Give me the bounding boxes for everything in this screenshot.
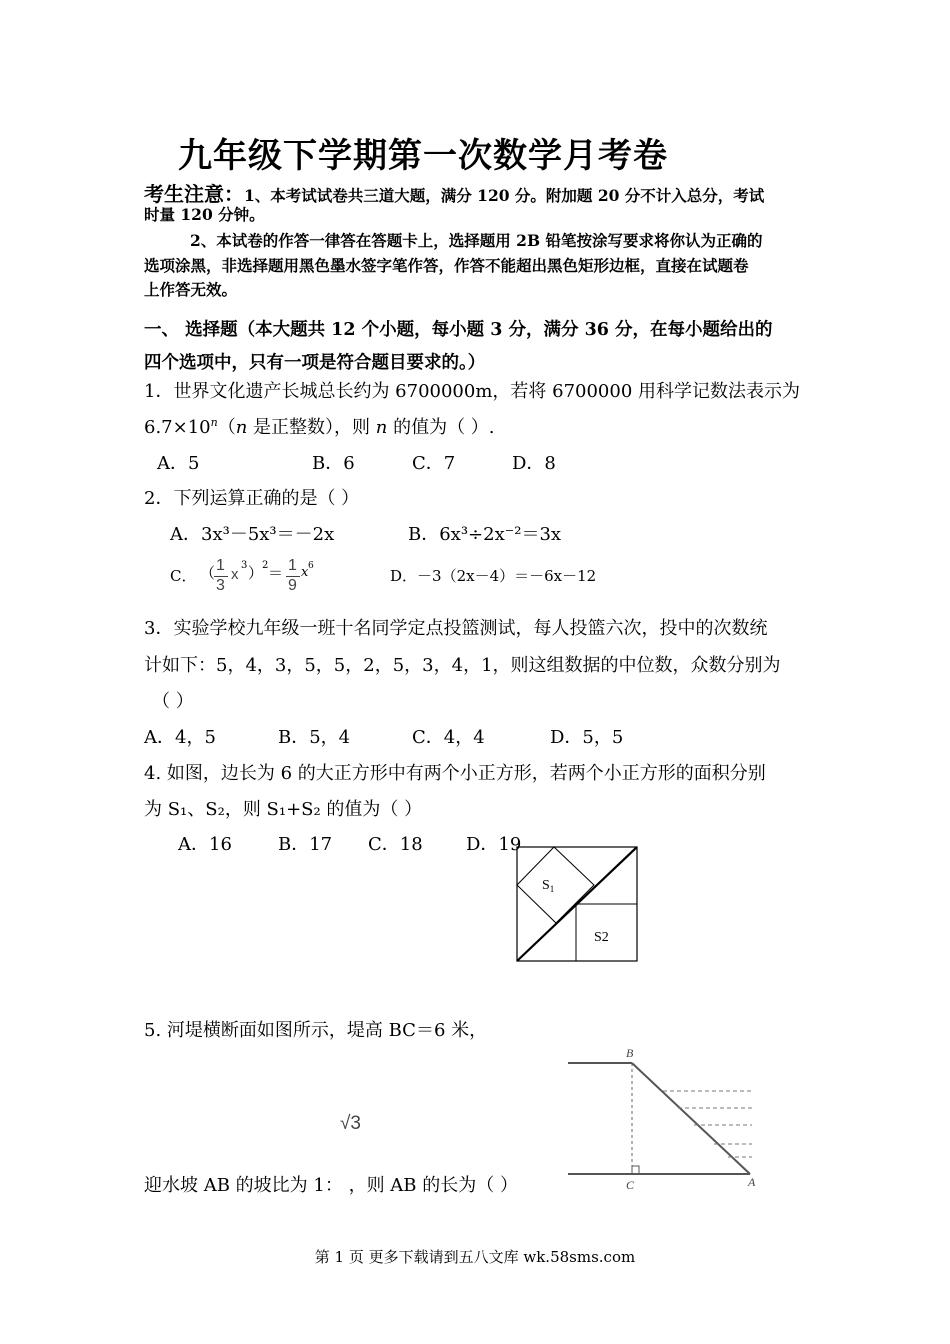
q1-option-b[interactable]: B．6 <box>312 453 355 474</box>
q1-stem-line-2 <box>144 413 495 439</box>
q2-c-numerator: 1 <box>216 557 225 574</box>
q1-stem-line-1: 1．世界文化遗产长城总长约为 6700000m，若将 6700000 用科学记数法表示为 <box>144 381 801 402</box>
section-1-subheading: 四个选项中，只有一项是符合题目要求的。） <box>144 353 486 373</box>
q3-option-d[interactable]: D．5，5 <box>550 727 624 748</box>
q3-option-a[interactable]: A．4，5 <box>144 727 216 748</box>
q1-n-2: n <box>375 417 388 438</box>
q5-label-c: C <box>626 1178 635 1192</box>
q2-c-numerator-2: 1 <box>288 557 297 574</box>
q2-c-square: 2 <box>262 560 269 571</box>
q5-stem-line-1: 5. 河堤横断面如图所示，堤高 BC＝6 米， <box>144 1020 488 1041</box>
q5-label-a: A <box>748 1175 756 1189</box>
q2-c-close-paren: ） <box>248 564 264 582</box>
q4-option-a[interactable]: A．16 <box>178 834 232 855</box>
q2-c-equals: ＝ <box>268 564 284 582</box>
q2-c-x: x <box>231 566 239 583</box>
q2-option-d[interactable]: D．－3（2x－4）＝－6x－12 <box>390 567 597 585</box>
q1-paren: （ <box>217 417 236 438</box>
q1-option-a[interactable]: A．5 <box>157 453 200 474</box>
q2-c-open-paren: （ <box>200 564 216 582</box>
q2-option-c-label[interactable]: C． <box>170 567 197 585</box>
q1-tail: 的值为（ ）. <box>387 417 495 438</box>
section-1-heading: 一、 选择题（本大题共 12 个小题，每小题 3 分，满分 36 分，在每小题给出的 <box>144 320 773 340</box>
q5-label-b: B <box>626 1046 634 1060</box>
q1-option-d[interactable]: D．8 <box>512 453 556 474</box>
q3-option-b[interactable]: B．5，4 <box>278 727 351 748</box>
q4-label-s1: $S_1$ <box>542 878 555 894</box>
q2-c-exp-6: 6 <box>308 561 314 571</box>
q3-stem-line-2: 计如下：5，4，3，5，5，2，5，3，4，1，则这组数据的中位数，众数分别为 <box>144 655 781 676</box>
notice-rule-1b: 时量 120 分钟。 <box>144 205 265 224</box>
q1-exponent: n <box>210 416 218 429</box>
q4-option-c[interactable]: C．18 <box>368 834 423 855</box>
q3-option-c[interactable]: C．4，4 <box>412 727 485 748</box>
q5-sqrt3: √3 <box>340 1113 361 1134</box>
notice-rule-2c: 上作答无效。 <box>144 280 238 299</box>
q2-c-denominator: 3 <box>216 577 225 594</box>
notice-rule-2b: 选项涂黑，非选择题用黑色墨水签字笔作答，作答不能超出黑色矩形边框，直接在试题卷 <box>144 256 749 275</box>
q4-stem-line-2: 为 S₁、S₂，则 S₁+S₂ 的值为（ ） <box>144 799 423 820</box>
q4-stem-line-1: 4. 如图，边长为 6 的大正方形中有两个小正方形，若两个小正方形的面积分别 <box>144 763 766 784</box>
q4-label-s2: S2 <box>594 930 609 945</box>
q5-stem-line-2: 迎水坡 AB 的坡比为 1： ，则 AB 的长为（ ） <box>144 1175 518 1196</box>
q2-option-a[interactable]: A．3x³－5x³＝－2x <box>170 524 335 545</box>
q1-n: n <box>235 417 248 438</box>
notice-rule-1a: 1、本考试试卷共三道大题，满分 120 分。附加题 20 分不计入总分，考试 <box>244 186 765 205</box>
page-footer: 第 1 页 更多下载请到五八文库 wk.58sms.com <box>314 1248 636 1266</box>
notice-label: 考生注意： <box>144 182 244 206</box>
q1-option-c[interactable]: C．7 <box>412 453 456 474</box>
q5-right-angle <box>632 1166 639 1174</box>
notice-rule-2a: 2、本试卷的作答一律答在答题卡上，选择题用 2B 铅笔按涂写要求将你认为正确的 <box>190 231 763 250</box>
q2-option-b[interactable]: B．6x³÷2x⁻²＝3x <box>408 524 562 545</box>
q4-option-b[interactable]: B．17 <box>278 834 333 855</box>
q4-square-s1 <box>517 847 594 923</box>
q2-stem: 2．下列运算正确的是（ ） <box>144 488 360 509</box>
q2-c-x6: x <box>301 565 309 580</box>
q4-squares-figure <box>516 845 640 963</box>
q3-stem-line-1: 3．实验学校九年级一班十名同学定点投篮测试，每人投篮六次，投中的次数统 <box>144 618 768 639</box>
q5-embankment-figure <box>566 1044 762 1194</box>
q2-c-denominator-2: 9 <box>288 577 297 594</box>
q4-option-d[interactable]: D．19 <box>466 834 522 855</box>
q3-stem-line-3: （ ） <box>152 691 194 712</box>
page-title: 九年级下学期第一次数学月考卷 <box>178 136 668 176</box>
q1-base: 6.7×10 <box>144 417 211 438</box>
q5-slope-ab <box>632 1063 750 1174</box>
q2-c-exp-3: 3 <box>241 560 248 571</box>
q1-text: 是正整数），则 <box>247 417 376 438</box>
